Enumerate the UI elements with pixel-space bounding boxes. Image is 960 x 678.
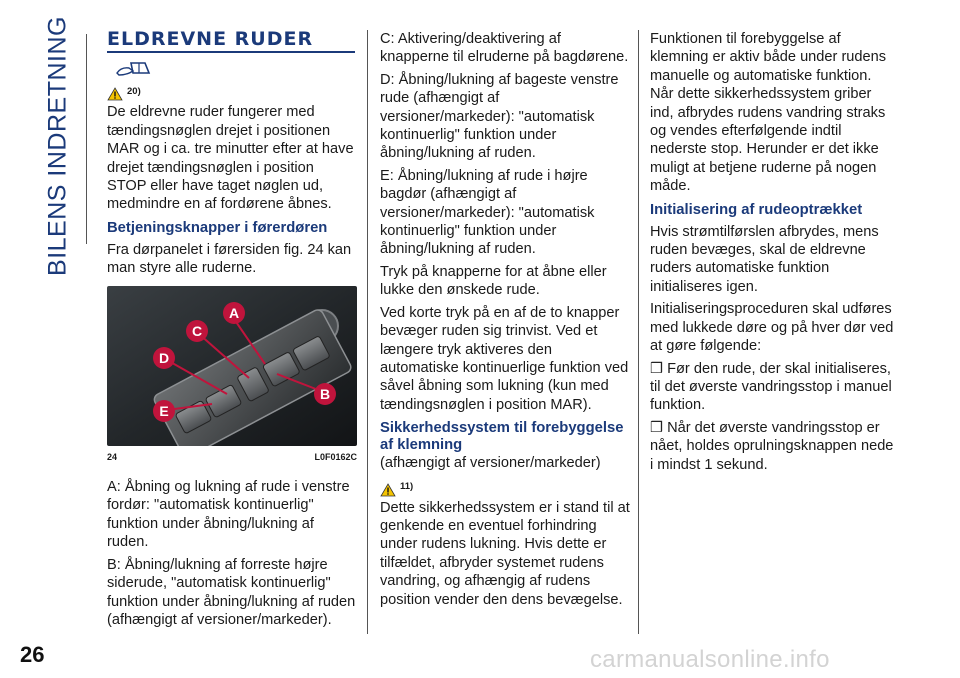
warning-ref-number: 20): [127, 86, 141, 97]
item-d: D: Åbning/lukning af bageste venstre rude (afhængigt af versioner/markeder): "automatisk kontinuerlig" funktion under åbning/lukning af ruden.: [380, 71, 619, 162]
step-1: [650, 360, 895, 415]
warning-ref-number-2: 11): [400, 481, 414, 493]
section-title: ELDREVNE RUDER: [107, 28, 314, 50]
step-1-text: Før den rude, der skal initialiseres, til det øverste vandringsstop i manuel funktion.: [650, 360, 892, 414]
hand-window-icon: [115, 59, 357, 81]
anti-pinch-paragraph: Dette sikkerhedssystem er i stand til at genkende en eventuel forhindring under rudens lukning. Hvis dette er tilfældet, afbryder systemet rudens vandring, og afhængig af rudens position vender den dens bevægelse.: [380, 499, 630, 608]
checkbox-icon: ❒: [650, 360, 664, 377]
warning-triangle-icon: [380, 483, 396, 497]
figure-number: 24: [107, 451, 118, 462]
item-b: B: Åbning/lukning af forreste højre siderude, "automatisk kontinuerlig" funktion under åbning/lukning af ruden (afhængigt af versioner/markeder).: [107, 556, 356, 628]
item-c: C: Aktivering/deaktivering af knapperne til elruderne på bagdørene.: [380, 31, 629, 66]
subheading-anti-pinch: Sikkerhedssystem til forebyggelse af klemning: [380, 420, 624, 454]
intro-paragraph: De eldrevne ruder fungerer med tændingsnøglen drejet i positionen MAR og i ca. tre minutter efter at have drejet tændingsnøglen i position STOP eller have taget nøglen ud, medmindre en af fordørene åbnes.: [107, 104, 354, 213]
short-press-paragraph: Ved korte tryk på en af de to knapper bevæger ruden sig trinvist. Ved et længere tryk aktiveres den automatiske kontinuerlige funktion ved såvel åbning som lukning (kun med tændingsnøglen i position MAR).: [380, 304, 629, 413]
item-a: A: Åbning og lukning af rude i venstre fordør: "automatisk kontinuerlig" funktion under åbning/lukning af ruden.: [107, 479, 350, 551]
chapter-divider: [86, 34, 87, 244]
chapter-title-text: BILENS INDRETNING: [43, 16, 72, 276]
figure-24-door-panel: [107, 286, 357, 446]
figure-code: L0F0162C: [314, 451, 357, 462]
warning-triangle-icon: [107, 87, 123, 101]
column-3: [650, 30, 895, 478]
column-2: [380, 30, 630, 613]
page-number: 26: [20, 642, 45, 667]
column-divider-1: [367, 30, 368, 634]
column-divider-2: [638, 30, 639, 634]
item-e: E: Åbning/lukning af rude i højre bagdør (afhængigt af versioner/markeder): "automatisk kontinuerlig" funktion under åbning/lukning af ruden.: [380, 167, 595, 258]
checkbox-icon: ❒: [650, 419, 664, 436]
press-paragraph: Tryk på knapperne for at åbne eller lukke den ønskede rude.: [380, 263, 607, 299]
controls-paragraph: Fra dørpanelet i førersiden fig. 24 kan man styre alle ruderne.: [107, 241, 352, 277]
callout-a-label: A: [228, 304, 240, 321]
figure-caption: [107, 448, 357, 466]
anti-pinch-function-paragraph: Funktionen til forebyggelse af klemning er aktiv både under rudens manuelle og automatiske funktion. Når dette sikkerhedssystem griber ind, afbrydes rudens vandring straks og vendes efterfølgende indtil nederste stop. Herunder er det ikke muligt at betjene ruderne på nogen måde.: [650, 31, 887, 195]
warning-reference: [107, 83, 357, 101]
step-2-text: Når det øverste vandringsstop er nået, holdes oprulningsknappen nede i mindst 1 sekund.: [650, 419, 894, 473]
subheading-driver-controls: Betjeningsknapper i førerdøren: [107, 219, 328, 236]
title-rule: [107, 51, 355, 53]
callout-d-label: D: [158, 349, 170, 366]
subheading-initialization: Initialisering af rudeoptrækket: [650, 201, 863, 218]
warning-reference-2: [380, 479, 630, 497]
initialization-paragraph: Hvis strømtilførslen afbrydes, mens ruden bevæges, skal de eldrevne ruders automatiske funktion initialiseres igen.: [650, 223, 879, 295]
callout-c-label: C: [191, 322, 203, 339]
anti-pinch-note: (afhængigt af versioner/markeder): [380, 455, 601, 472]
chapter-side-title: [28, 16, 88, 276]
step-2: [650, 419, 895, 474]
column-1: [107, 30, 357, 633]
callout-e-label: E: [159, 402, 169, 419]
procedure-paragraph: Initialiseringsproceduren skal udføres med lukkede døre og på hver dør ved at gøre følgende:: [650, 301, 894, 355]
callout-b-label: B: [319, 385, 331, 402]
watermark: carmanualsonline.info: [590, 646, 830, 673]
